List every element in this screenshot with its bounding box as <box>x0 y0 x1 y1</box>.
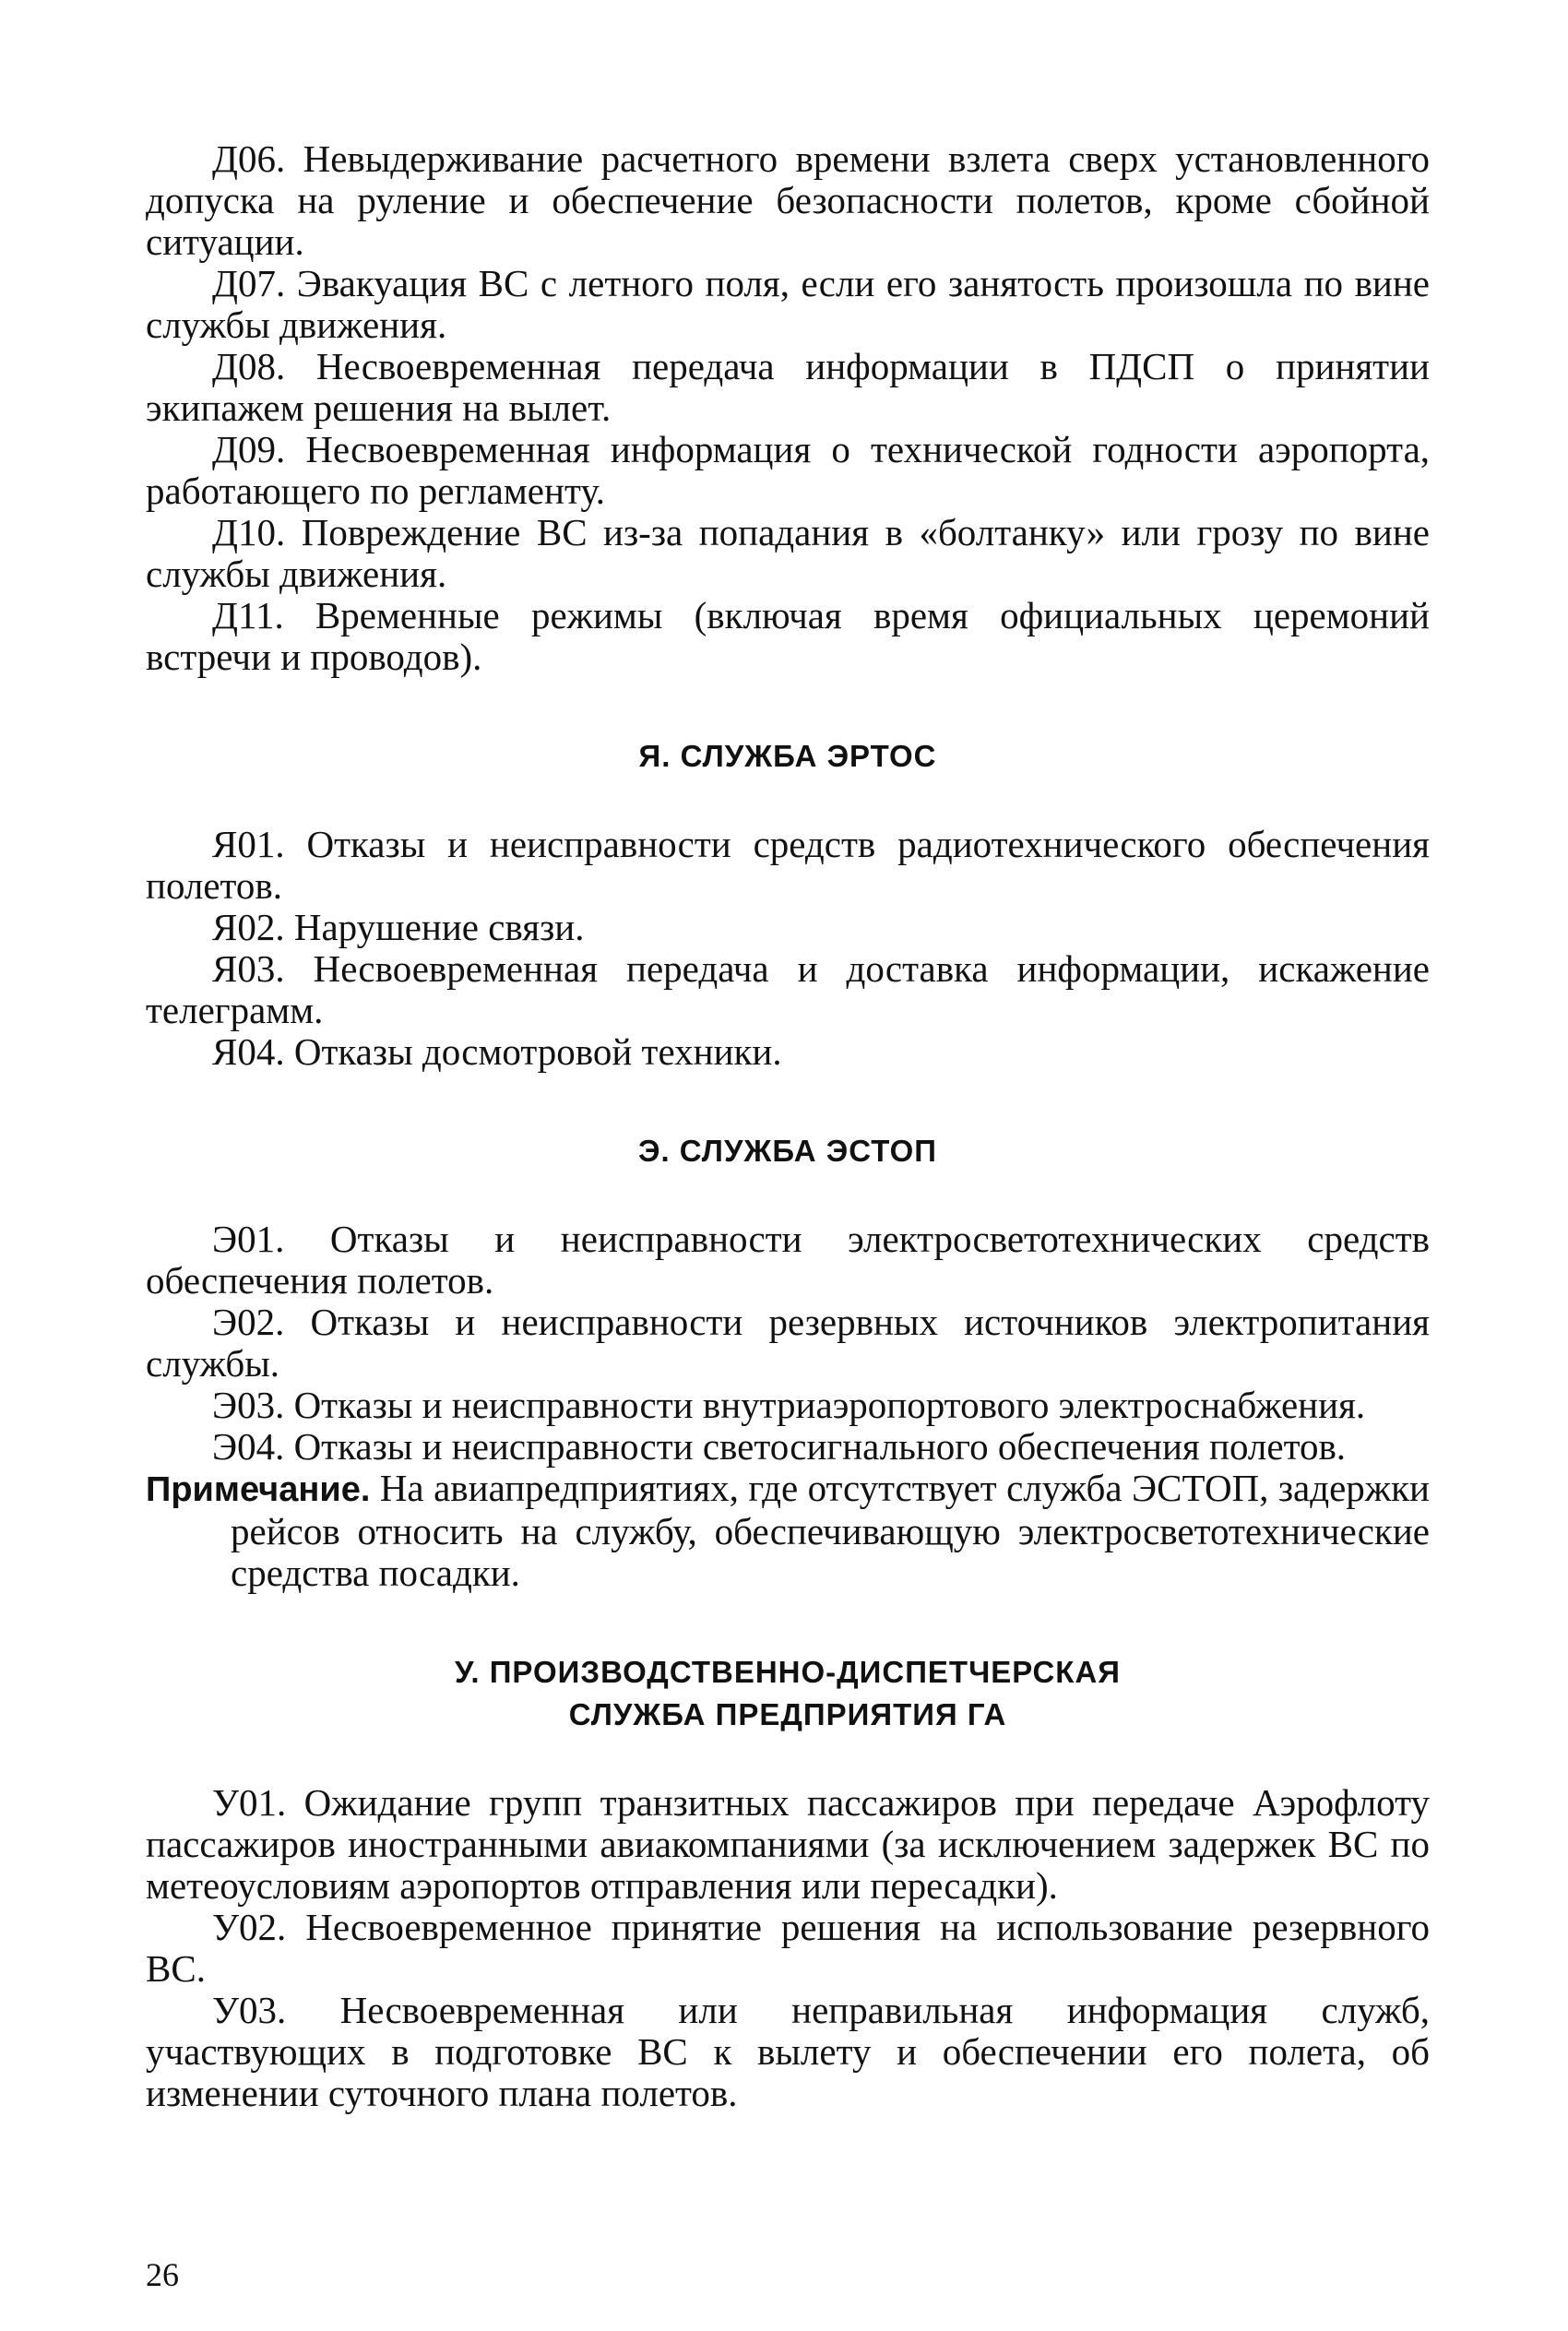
item-code: У02. <box>212 1906 287 1948</box>
item-u03 <box>146 1990 1430 2114</box>
note-paragraph <box>146 1468 1430 1594</box>
item-d06 <box>146 138 1430 263</box>
item-ya02 <box>146 907 1430 948</box>
item-code: Д06. <box>212 137 286 180</box>
item-ya03 <box>146 948 1430 1031</box>
section-u-items <box>146 1782 1430 2114</box>
item-e02 <box>146 1302 1430 1385</box>
item-ya04 <box>146 1031 1430 1073</box>
item-code: Э02. <box>212 1301 285 1343</box>
item-code: У01. <box>212 1781 287 1824</box>
section-ya-items <box>146 824 1430 1073</box>
document-page <box>146 138 1430 2114</box>
item-text: Невыдерживание расчетного времени взлета сверх установленного допуска на руление и обеспечение безопасности полетов, кроме сбойной ситуации. <box>146 137 1430 263</box>
item-e01 <box>146 1219 1430 1302</box>
item-u02 <box>146 1907 1430 1990</box>
item-text: Несвоевременная или неправильная информация служб, участвующих в подготовке ВС к вылету и обеспечении его полета, об изменении суточного плана полетов. <box>146 1989 1431 2114</box>
item-d08 <box>146 346 1430 429</box>
item-code: Д10. <box>212 511 286 553</box>
item-text: Отказы и неисправности резервных источников электропитания службы. <box>146 1301 1430 1385</box>
item-code: Д08. <box>212 345 286 387</box>
item-d10 <box>146 512 1430 595</box>
item-text: Несвоевременная информация о технической годности аэропорта, работающего по регламенту. <box>146 428 1431 512</box>
section-heading-estop: Э. СЛУЖБА ЭСТОП <box>637 1134 937 1168</box>
item-text: Эвакуация ВС с летного поля, если его занятость произошла по вине службы движения. <box>146 262 1431 346</box>
section-d-items <box>146 138 1430 678</box>
item-u01 <box>146 1782 1430 1907</box>
item-code: Я03. <box>212 947 285 990</box>
item-code: Э03. <box>212 1384 285 1426</box>
item-d09 <box>146 429 1430 512</box>
item-code: Д09. <box>212 428 286 470</box>
item-text: Отказы и неисправности светосигнального обеспечения полетов. <box>293 1425 1347 1468</box>
item-code: Э01. <box>212 1218 285 1260</box>
item-d07 <box>146 263 1430 346</box>
section-e-items <box>146 1219 1430 1594</box>
item-text: Несвоевременная передача информации в ПДСП о принятии экипажем решения на вылет. <box>146 345 1430 429</box>
item-text: Отказы и неисправности электросветотехнических средств обеспечения полетов. <box>146 1218 1431 1302</box>
item-text: Нарушение связи. <box>293 906 585 948</box>
item-text: Ожидание групп транзитных пассажиров при передаче Аэрофлоту пассажиров иностранными авиакомпаниями (за исключением задержек ВС по метеоусловиям аэропортов отправления или пересадки). <box>146 1781 1430 1907</box>
item-text: Временные режимы (включая время официальных церемоний встречи и проводов). <box>146 594 1430 678</box>
item-text: Отказы и неисправности средств радиотехнического обеспечения полетов. <box>146 823 1430 907</box>
item-code: Э04. <box>212 1425 285 1468</box>
heading-line-1: У. ПРОИЗВОДСТВЕННО-ДИСПЕТЧЕРСКАЯ <box>454 1655 1122 1689</box>
item-text: Несвоевременное принятие решения на использование резервного ВС. <box>146 1906 1431 1990</box>
item-text: Несвоевременная передача и доставка информации, искажение телеграмм. <box>146 947 1430 1031</box>
item-e03 <box>146 1385 1430 1426</box>
heading-line-2: СЛУЖБА ПРЕДПРИЯТИЯ ГА <box>568 1697 1007 1731</box>
item-code: У03. <box>212 1989 287 2031</box>
note-text: На авиапредприятиях, где отсутствует служба ЭСТОП, задержки рейсов относить на службу, обеспечивающую электросветотехнические средства посадки. <box>231 1467 1430 1594</box>
section-heading-ertos: Я. СЛУЖБА ЭРТОС <box>638 739 937 773</box>
item-code: Я02. <box>212 906 285 948</box>
item-code: Д11. <box>212 594 284 636</box>
note-label: Примечание. <box>146 1470 371 1509</box>
section-heading-pds <box>146 1651 1430 1736</box>
item-ya01 <box>146 824 1430 907</box>
item-e04 <box>146 1426 1430 1468</box>
item-code: Я01. <box>212 823 285 865</box>
item-text: Отказы и неисправности внутриаэропортового электроснабжения. <box>293 1384 1366 1426</box>
item-text: Повреждение ВС из-за попадания в «болтанку» или грозу по вине службы движения. <box>146 511 1430 595</box>
item-code: Д07. <box>212 262 286 304</box>
item-code: Я04. <box>212 1030 285 1073</box>
page-number: 26 <box>146 2256 179 2293</box>
item-d11 <box>146 595 1430 678</box>
item-text: Отказы досмотровой техники. <box>293 1030 782 1073</box>
